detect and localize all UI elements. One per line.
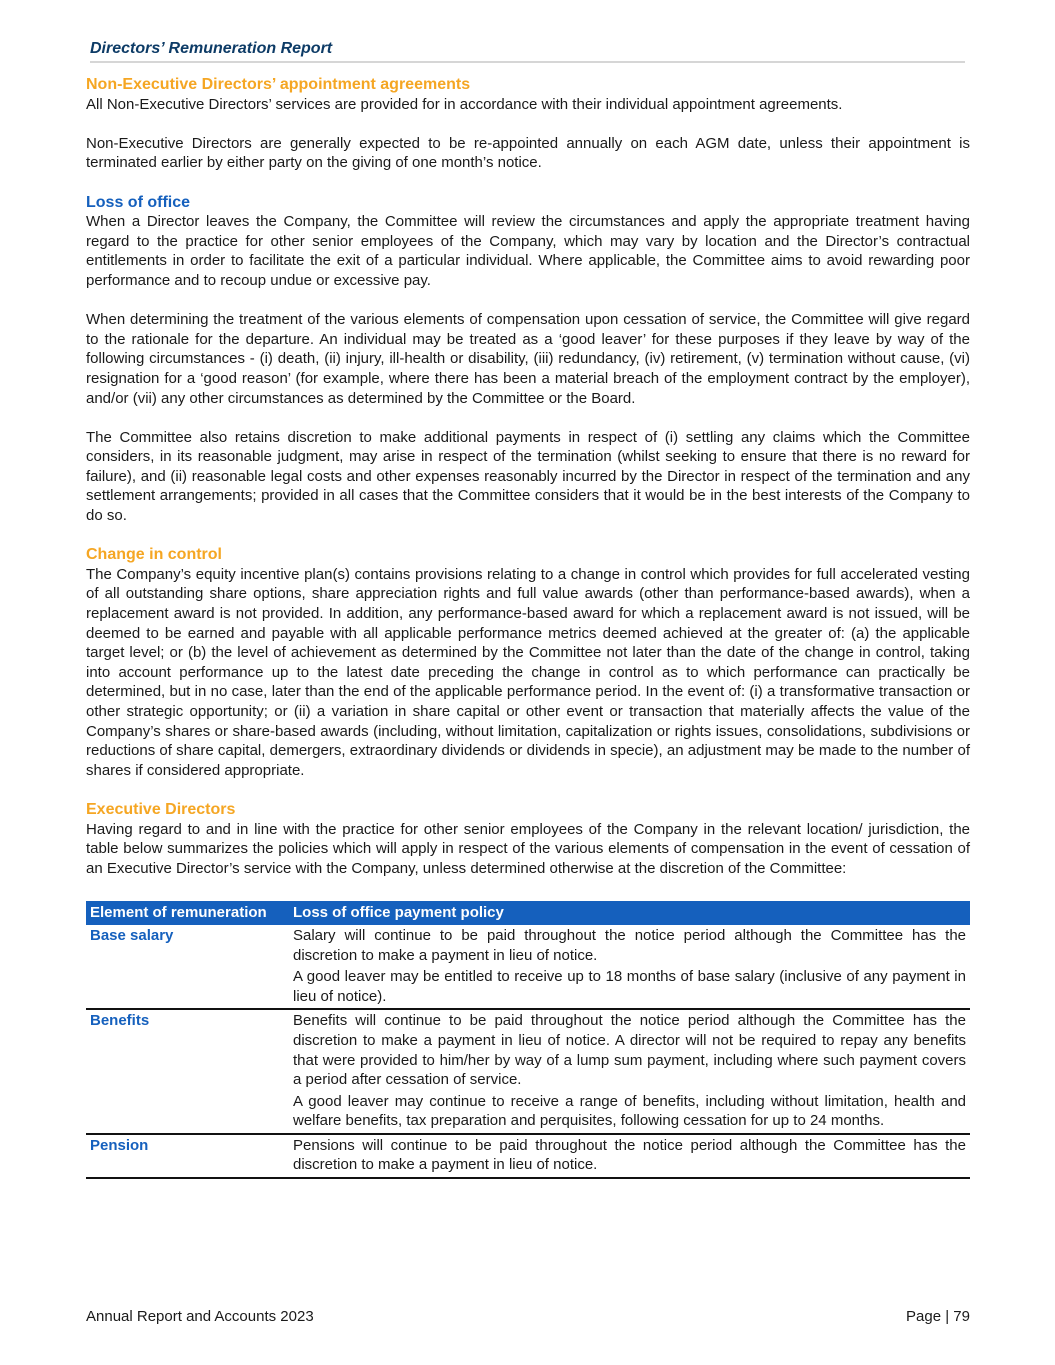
paragraph: Having regard to and in line with the practice for other senior employees of the Company in the relevant location/ jurisdiction, the table below summarizes the policies which will apply in respect of the various elements of compensation in the event of cessation of an Executive Director’s service with the Company, unless determined otherwise at the discretion of the Committee:	[86, 820, 970, 877]
paragraph: The Company’s equity incentive plan(s) contains provisions relating to a change in control which provides for full accelerated vesting of all outstanding share options, share appreciation rights and full value awards (other than performance-based awards), when a replacement award is not provided. In addition, any performance-based award for which a replacement award is not issued, will be deemed to be earned and payable with all applicable performance metrics deemed achieved at the greater of: (a) the applicable target level; or (b) the level of achievement as determined by the Committee not later than the date of the change in control, taking into account performance up to the latest date preceding the change in control as to which performance can practically be determined, but in no case, later than the end of the applicable performance period. In the event of: (i) a transformative transaction or other strategic opportunity; or (ii) a variation in share capital or other event or transaction that materially affects the value of the Company’s shares or share-based awards (including, without limitation, capitalization or rights issues, consolidations, subdivisions or reductions of share capital, demergers, extraordinary dividends or dividends in specie), an adjustment may be made to the number of shares if considered appropriate.	[86, 565, 970, 779]
element-cell: Base salary	[86, 925, 289, 1009]
policy-text: A good leaver may be entitled to receive up to 18 months of base salary (inclusive of any payment in lieu of notice).	[293, 968, 966, 1005]
paragraph: When determining the treatment of the various elements of compensation upon cessation of service, the Committee will give regard to the rationale for the departure. An individual may be treated as a ‘good leaver’ for these purposes if they leave by way of the following circumstances - (i) death, (ii) injury, ill-health or disability, (iii) redundancy, (iv) retirement, (v) termination without cause, (vi) resignation for a ‘good reason’ (for example, where there has been a material breach of the employment contract by the employer), and/or (vii) any other circumstances as determined by the Committee or the Board.	[86, 311, 970, 407]
column-header: Element of remuneration	[86, 901, 289, 925]
paragraph: All Non-Executive Directors’ services are provided for in accordance with their individual appointment agreements.	[86, 95, 843, 113]
paragraph: When a Director leaves the Company, the Committee will review the circumstances and apply the appropriate treatment having regard to the practice for other senior employees of the Company, which may vary by location and the Director’s contractual entitlements in order to facilitate the exit of a particular individual. Where applicable, the Committee aims to avoid rewarding poor performance and to recoup undue or excessive pay.	[86, 213, 970, 289]
element-cell: Benefits	[86, 1009, 289, 1134]
policy-cell	[289, 925, 970, 1009]
policy-cell	[289, 1009, 970, 1134]
column-header: Loss of office payment policy	[289, 901, 970, 925]
page-content	[86, 75, 970, 1179]
page-footer	[86, 1308, 970, 1325]
section-loss-of-office	[86, 193, 970, 526]
loss-of-office-policy-table	[86, 901, 970, 1179]
section-heading: Loss of office	[86, 193, 191, 211]
policy-text: Benefits will continue to be paid throughout the notice period although the Committee has the discretion to make a payment in lieu of notice. A director will not be required to repay any benefits that were provided to him/her by way of a lump sum payment, including where such payment covers a period after cessation of service.	[293, 1012, 966, 1089]
table-row	[86, 1134, 970, 1178]
table-row	[86, 925, 970, 1009]
running-header: Directors’ Remuneration Report	[90, 40, 965, 63]
paragraph: Non-Executive Directors are generally expected to be re-appointed annually on each AGM date, unless their appointment is terminated earlier by either party on the giving of one month’s notice.	[86, 134, 970, 172]
section-change-in-control	[86, 545, 970, 780]
policy-text: Salary will continue to be paid throughout the notice period although the Committee has the discretion to make a payment in lieu of notice.	[293, 926, 966, 964]
section-ned-appointment	[86, 75, 970, 173]
section-heading: Change in control	[86, 546, 222, 564]
paragraph: The Committee also retains discretion to make additional payments in respect of (i) settling any claims which the Committee considers, in its reasonable judgment, may arise in respect of the termination (whilst seeking to ensure that there is no reward for failure), and (ii) reasonable legal costs and other expenses reasonably incurred by the Director in respect of the termination and any settlement arrangements; provided in all cases that the Committee considers that it would be in the best interests of the Company to do so.	[86, 428, 970, 525]
policy-text: A good leaver may continue to receive a range of benefits, including without limitation, health and welfare benefits, tax preparation and perquisites, following cessation for up to 24 months.	[293, 1092, 966, 1130]
table-row	[86, 1009, 970, 1134]
section-executive-directors	[86, 800, 970, 878]
policy-cell	[289, 1134, 970, 1178]
report-name: Annual Report and Accounts 2023	[86, 1308, 314, 1325]
policy-text: Pensions will continue to be paid throughout the notice period although the Committee has the discretion to make a payment in lieu of notice.	[293, 1136, 966, 1174]
table-header-row	[86, 901, 970, 925]
section-heading: Non-Executive Directors’ appointment agreements	[86, 76, 471, 93]
page-number: Page | 79	[906, 1308, 970, 1325]
section-heading: Executive Directors	[86, 800, 236, 818]
element-cell: Pension	[86, 1134, 289, 1178]
